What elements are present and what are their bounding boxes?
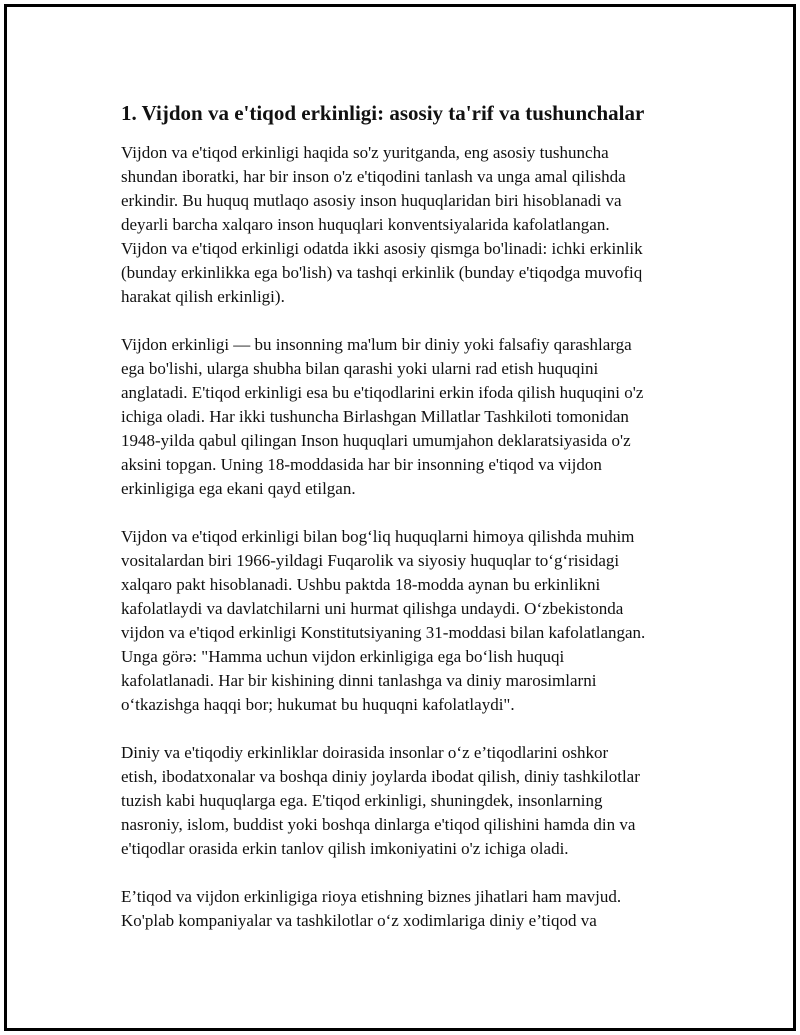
paragraph-1: Vijdon va e'tiqod erkinligi haqida so'z yuritganda, eng asosiy tushuncha shundan iboratki, har bir inson o'z e'tiqodini tanlash va unga amal qilishda erkindir. Bu huquq mutlaqo asosiy inson huquqlaridan biri hisoblanadi va deyarli barcha xalqaro inson huquqlari konventsiyalarida kafolatlangan. Vijdon va e'tiqod erkinligi odatda ikki asosiy qismga bo'linadi: ichki erkinlik (bunday erkinlikka ega bo'lish) va tashqi erkinlik (bunday e'tiqodga muvofiq harakat qilish erkinligi). xyxy=(121,143,643,306)
paragraph-2: Vijdon erkinligi — bu insonning ma'lum bir diniy yoki falsafiy qarashlarga ega bo'lishi, ularga shubha bilan qarashi yoki ularni rad etish huquqini anglatadi. E'tiqod erkinligi esa bu e'tiqodlarini erkin ifoda qilish huquqini o'z ichiga oladi. Har ikki tushuncha Birlashgan Millatlar Tashkiloti tomonidan 1948-yilda qabul qilingan Inson huquqlari umumjahon deklaratsiyasida o'z aksini topgan. Uning 18-moddasida har bir insonning e'tiqod va vijdon erkinligiga ega ekani qayd etilgan. xyxy=(121,335,644,498)
paragraph-5: E’tiqod va vijdon erkinligiga rioya etishning biznes jihatlari ham mavjud. Ko'plab kompaniyalar va tashkilotlar o‘z xodimlariga diniy e’tiqod va xyxy=(121,887,622,930)
paragraph-3: Vijdon va e'tiqod erkinligi bilan bog‘liq huquqlarni himoya qilishda muhim vositalardan biri 1966-yildagi Fuqarolik va siyosiy huquqlar to‘g‘risidagi xalqaro pakt hisoblanadi. Ushbu paktda 18-modda aynan bu erkinlikni kafolatlaydi va davlatchilarni uni hurmat qilishga undaydi. O‘zbekistonda vijdon va e'tiqod erkinligi Konstitutsiyaning 31-moddasi bilan kafolatlangan. Unga görə: "Hamma uchun vijdon erkinligiga ega bo‘lish huquqi kafolatlanadi. Har bir kishining dinni tanlashga va diniy marosimlarni o‘tkazishga haqqi bor; hukumat bu huquqni kafolatlaydi". xyxy=(121,527,646,714)
document-title: 1. Vijdon va e'tiqod erkinligi: asosiy ta'rif va tushunchalar xyxy=(121,101,645,125)
paragraph-4: Diniy va e'tiqodiy erkinliklar doirasida insonlar o‘z e’tiqodlarini oshkor etish, ibodatxonalar va boshqa diniy joylarda ibodat qilish, diniy tashkilotlar tuzish kabi huquqlarga ega. E'tiqod erkinligi, shuningdek, insonlarning nasroniy, islom, buddist yoki boshqa dinlarga e'tiqod qilishini hamda din va e'tiqodlar orasida erkin tanlov qilish imkoniyatini o'z ichiga oladi. xyxy=(121,743,640,858)
document-page xyxy=(4,4,796,1031)
document-body xyxy=(121,99,701,957)
